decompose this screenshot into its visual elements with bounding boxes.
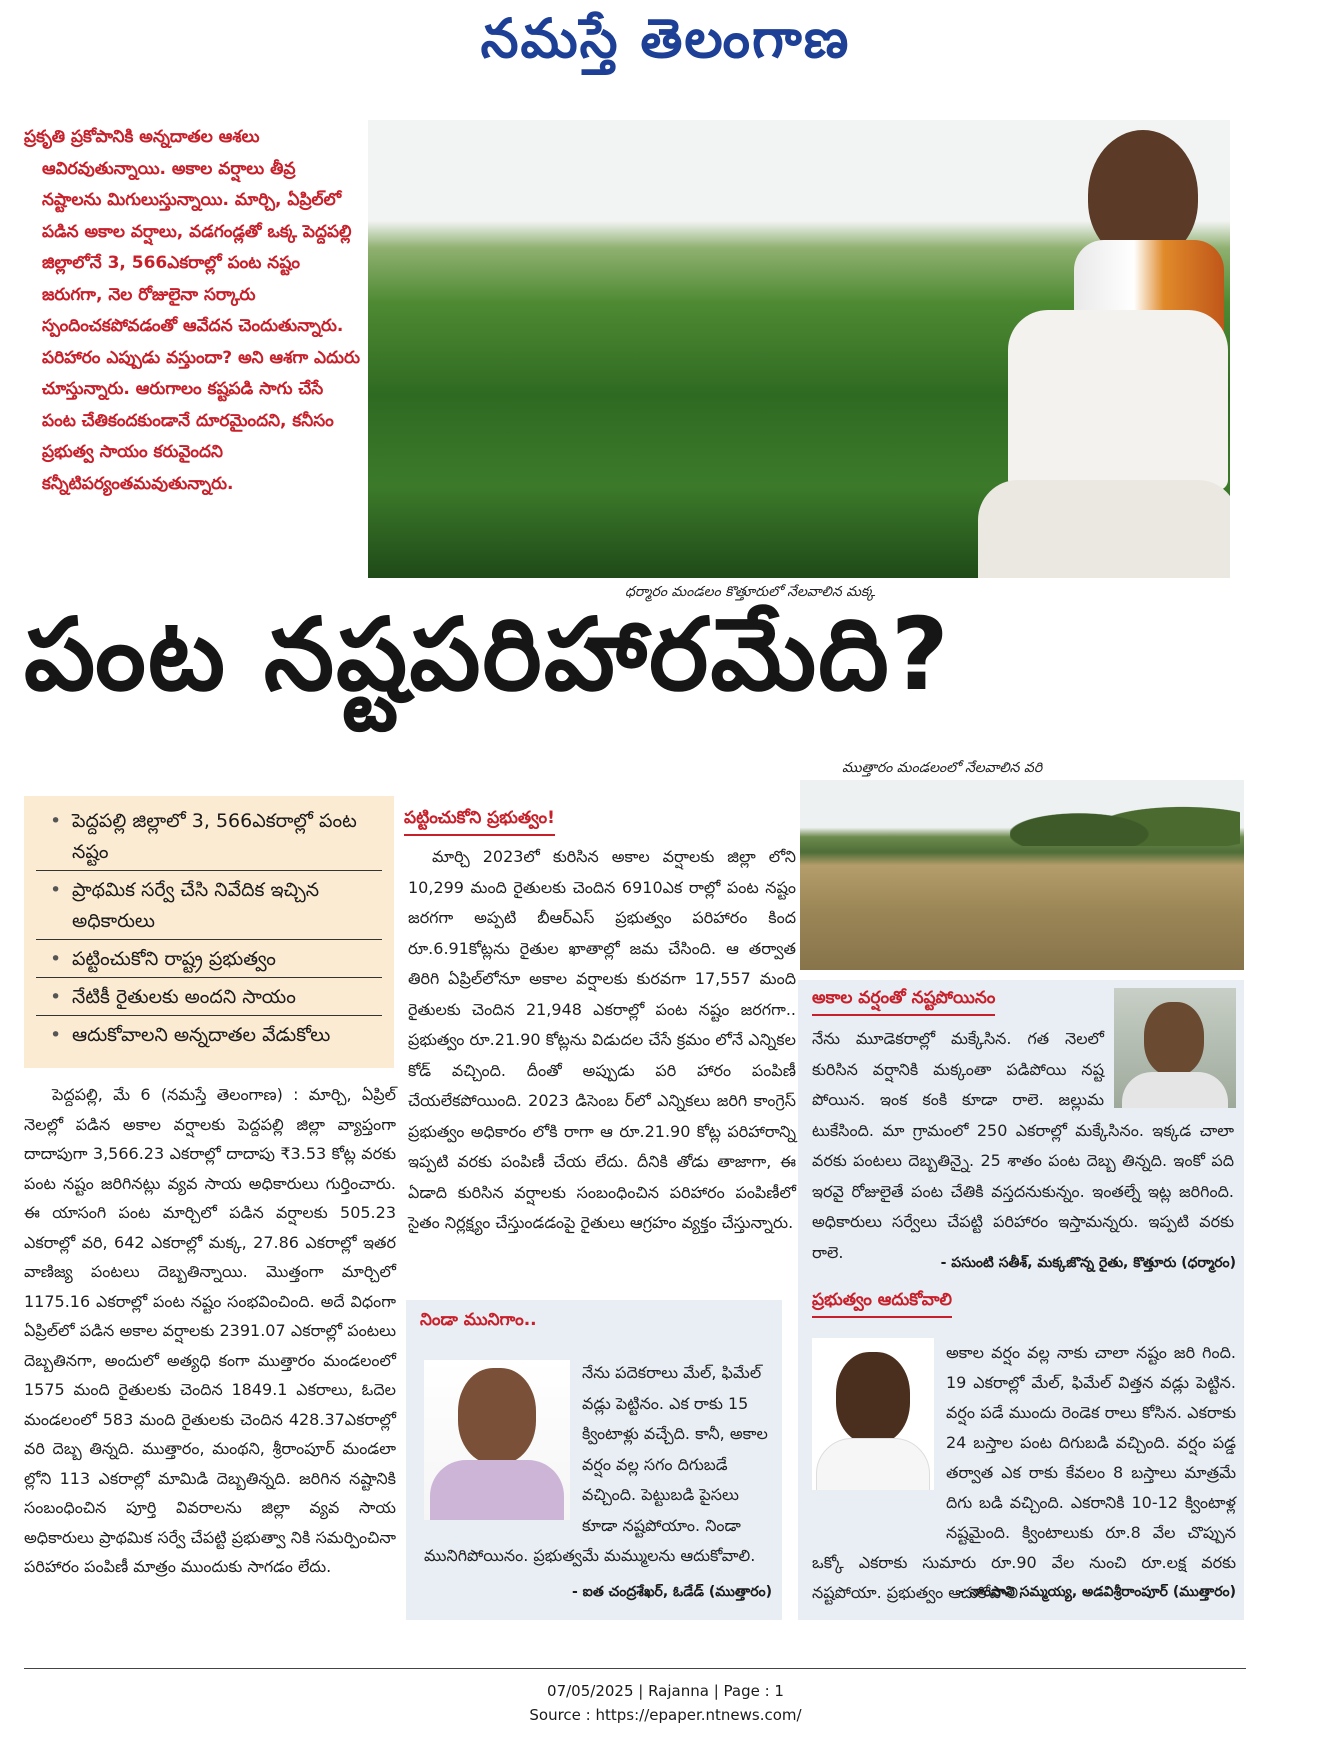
section-body-government: మార్చి 2023లో కురిసిన అకాల వర్షాలకు జిల్లా లోని 10,299 మంది రైతులకు చెందిన 6910ఎక రాల్లో పంట నష్టం జరగగా అప్పటి బీఆర్‌ఎస్ ప్రభుత్వం పరిహారం కింద రూ.6.91కోట్లను రైతుల ఖాతాల్లో జమ చేసింది. ఆ తర్వాత తిరిగి ఏప్రిల్‌లోనూ అకాల వర్షాలకు కురవగా 17,557 మంది రైతులకు చెందిన 21,948 ఎకరాల్లో పంట నష్టం జరగగా.. ప్రభుత్వం రూ.21.90 కోట్లను విడుదల చేసే క్రమం లోనే ఎన్నికల కోడ్ వచ్చింది. దీంతో అప్పుడు పరి హారం పంపిణీ చేయలేకపోయింది. 2023 డిసెంబ ర్‌లో ఎన్నికలు జరిగి కాంగ్రెస్ ప్రభుత్వం అధికారం లోకి రాగా ఆ రూ.21.90 కోట్ల పరిహారాన్ని ఇప్పటి వరకు పంపిణీ చేయ లేదు. దీనికి తోడు తాజాగా, ఈ ఏడాది కురిసిన వర్షాలకు సంబంధించిన పరిహారం పంపిణీలో సైతం నిర్లక్ష్యం చేస్తుండడంపై రైతులు ఆగ్రహం వ్యక్తం చేస్తున్నారు. xyxy=(408,847,796,1232)
section-body-loss: నేను మూడెకరాల్లో మక్కేసిన. గత నెలలో కురిసిన వర్షానికి మక్కంతా పడిపోయి నష్ట పోయిన. ఇంక కంకి కూడా రాలె. జల్లుమ టుకేసింది. మా గ్రామంలో 250 ఎకరాల్లో మక్కేసినం. ఇక్కడ చాలా వరకు పంటలు దెబ్బతిన్నై. 25 శాతం పంట దెబ్బ తిన్నది. ఇంకో పది ఇరవై రోజులైతే పంట చేతికి వస్తదనుకున్నం. ఇంతల్నే ఇట్ల జరిగింది. అధికారులు సర్వేలు చేపట్టి పరిహారం ఇస్తామన్నరు. ఇప్పటి వరకు రాలె. xyxy=(812,1029,1234,1262)
photo-maize-field-farmer xyxy=(368,120,1230,578)
footer-date-edition: 07/05/2025 | Rajanna | Page : 1 xyxy=(547,1682,784,1700)
section-title-loss: అకాల వర్షంతో నష్టపోయినం xyxy=(812,988,995,1016)
section-body-support: అకాల వర్షం వల్ల నాకు చాలా నష్టం జరి గింది. 19 ఎకరాల్లో మేల్, ఫిమేల్ విత్తన వడ్లు పెట్టిన. వర్షం పడే ముందు రెండెక రాలు కోసిన. ఎకరాకు 24 బస్తాల పంట దిగుబడి వచ్చింది. వర్షం పడ్డ తర్వాత ఎక రాకు కేవలం 8 బస్తాలు మాత్రమే దిగు బడి వచ్చింది. ఎకరానికి 10-12 క్వింటాళ్ల నష్టమైంది. క్వింటాలుకు రూ.8 వేల చొప్పున ఒక్కో ఎకరాకు సుమారు రూ.90 వేల నుంచి రూ.లక్ష వరకు నష్టపోయా. ప్రభుత్వం ఆదుకోవాలి. xyxy=(812,1343,1236,1602)
signature-sathish: - పసుంటి సతీశ్, మక్కజొన్న రైతు, కొత్తూరు (ధర్మారం) xyxy=(940,1255,1236,1271)
photo-paddy-field xyxy=(800,780,1244,970)
signature-sammaiah: - నాంసాని సమ్మయ్య, అడవిశ్రీరాంపూర్ (ముత్తారం) xyxy=(958,1584,1236,1600)
highlight-item: • ప్రాథమిక సర్వే చేసి నివేదిక ఇచ్చిన అధికారులు xyxy=(36,875,382,940)
page-headline: పంట నష్టపరిహారమేది? xyxy=(24,596,951,713)
highlight-item: • నేటికీ రైతులకు అందని సాయం xyxy=(36,982,382,1016)
highlights-box xyxy=(24,796,394,1068)
intro-paragraph: ప్రకృతి ప్రకోపానికి అన్నదాతల ఆశలు ఆవిరవుతున్నాయి. అకాల వర్షాలు తీవ్ర నష్టాలను మిగులుస్తున్నాయి. మార్చి, ఏప్రిల్‌లో పడిన అకాల వర్షాలు, వడగండ్లతో ఒక్క పెద్దపల్లి జిల్లాలోనే 3, 566ఎకరాల్లో పంట నష్టం జరుగగా, నెల రోజులైనా సర్కారు స్పందించకపోవడంతో ఆవేదన చెందుతున్నారు. పరిహారం ఎప్పుడు వస్తుందా? అని ఆశగా ఎదురు చూస్తున్నారు. ఆరుగాలం కష్టపడి సాగు చేసే పంట చేతికందకుండానే దూరమైందని, కనీసం ప్రభుత్వ సాయం కరువైందని కన్నీటిపర్యంతమవుతున్నారు. xyxy=(24,127,360,494)
bottom-divider xyxy=(24,1668,1246,1669)
highlight-item: • పట్టించుకోని రాష్ట్ర ప్రభుత్వం xyxy=(36,944,382,978)
signature-chandrashekar: - ఐత చంద్రశేఖర్, ఓడేడ్ (ముత్తారం) xyxy=(572,1584,772,1600)
article-body-main: పెద్దపల్లి, మే 6 (నమస్తే తెలంగాణ) : మార్చి, ఏప్రిల్ నెలల్లో పడిన అకాల వర్షాలకు పెద్దపల్లి జిల్లా వ్యాప్తంగా దాదాపుగా 3,566.23 ఎకరాల్లో దాదాపు ₹3.53 కోట్ల వరకు పంట నష్టం జరిగినట్లు వ్యవ సాయ అధికారులు గుర్తించారు. ఈ యాసంగి పంట మార్చిలో పడిన వర్షాలకు 505.23 ఎకరాల్లో వరి, 642 ఎకరాల్లో మక్క, 27.86 ఎకరాల్లో ఇతర వాణిజ్య పంటలు దెబ్బతిన్నాయి. మొత్తంగా మార్చిలో 1175.16 ఎకరాల్లో పంట నష్టం సంభవించింది. అదే విధంగా ఏప్రిల్‌లో పడిన అకాల వర్షాలకు 2391.07 ఎకరాల్లో పంటలు దెబ్బతినగా, అందులో అత్యధి కంగా ముత్తారం మండలంలో 1575 మంది రైతులకు చెందిన 1849.1 ఎకరాలు, ఓదెల మండలంలో 583 మంది రైతులకు చెందిన 428.37ఎకరాల్లో వరి దెబ్బ తిన్నది. ముత్తారం, మంథని, శ్రీరాంపూర్ మండలా ల్లోని 113 ఎకరాల్లో మామిడి దెబ్బతిన్నది. జరిగిన నష్టానికి సంబంధించిన పూర్తి వివరాలను జిల్లా వ్యవ సాయ అధికారులు ప్రాథమిక సర్వే చేపట్టి ప్రభుత్వా నికి సమర్పించినా పరిహారం పంపిణీ మాత్రం ముందుకు సాగడం లేదు. xyxy=(24,1085,396,1576)
highlight-item: • ఆదుకోవాలని అన్నదాతల వేడుకోలు xyxy=(36,1020,382,1053)
section-title-sunk: నిండా మునిగాం.. xyxy=(420,1310,537,1330)
photo-caption-paddy: ముత్తారం మండలంలో నేలవాలిన వరి xyxy=(842,760,1043,776)
section-title-government: పట్టించుకోని ప్రభుత్వం! xyxy=(404,808,555,836)
section-body-sunk: నేను పదెకరాలు మేల్, ఫిమేల్ వడ్లు పెట్టినం. ఎక రాకు 15 క్వింటాళ్లు వచ్చేది. కానీ, అకాల వర్షం వల్ల సగం దిగుబడే వచ్చింది. పెట్టుబడి పైసలు కూడా నష్టపోయాం. నిండా మునిగిపోయినం. ప్రభుత్వమే మమ్ములను ఆదుకోవాలి. xyxy=(424,1363,768,1565)
masthead-logo: నమస్తే తెలంగాణ xyxy=(480,6,851,70)
highlight-item: • పెద్దపల్లి జిల్లాలో 3, 566ఎకరాల్లో పంట నష్టం xyxy=(36,806,382,871)
photo-caption-field: ధర్మారం మండలం కొత్తూరులో నేలవాలిన మక్క xyxy=(625,584,875,600)
footer-source-link[interactable]: Source : https://epaper.ntnews.com/ xyxy=(529,1706,802,1724)
section-title-support: ప్రభుత్వం ఆదుకోవాలి xyxy=(812,1290,952,1318)
